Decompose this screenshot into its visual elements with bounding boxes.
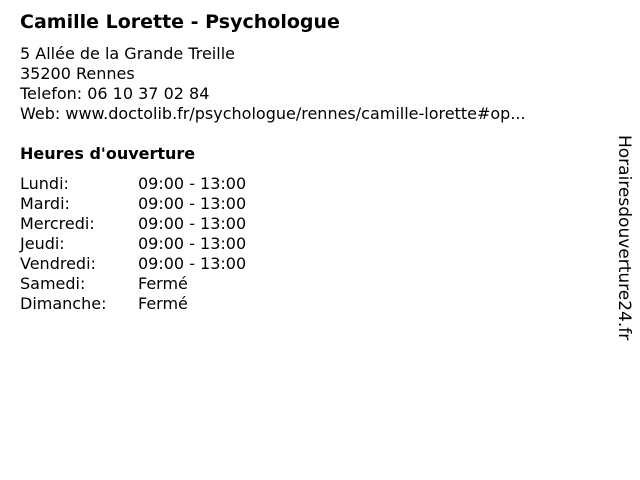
day-label: Lundi: [20,174,69,193]
time-value: 09:00 - 13:00 [138,194,247,213]
hours-row-sunday [20,294,246,314]
contact-block [20,44,526,124]
street-address: 5 Allée de la Grande Treille [20,44,235,63]
opening-hours-table [20,174,246,314]
hours-row-saturday [20,274,246,294]
day-label: Mercredi: [20,214,95,233]
hours-row-thursday [20,234,246,254]
time-value: 09:00 - 13:00 [138,214,247,233]
time-value: Fermé [138,294,188,313]
day-label: Dimanche: [20,294,107,313]
site-watermark: Horairesdouverture24.fr [614,135,634,341]
day-label: Jeudi: [20,234,65,253]
time-value: 09:00 - 13:00 [138,174,247,193]
day-label: Vendredi: [20,254,96,273]
day-label: Mardi: [20,194,70,213]
time-value: Fermé [138,274,188,293]
hours-row-monday [20,174,246,194]
city-postcode: 35200 Rennes [20,64,135,83]
phone-number: Telefon: 06 10 37 02 84 [20,84,210,103]
time-value: 09:00 - 13:00 [138,254,247,273]
business-title: Camille Lorette - Psychologue [20,11,340,33]
hours-row-wednesday [20,214,246,234]
website-link[interactable]: Web: www.doctolib.fr/psychologue/rennes/camille-lorette#op... [20,104,526,123]
opening-hours-heading: Heures d'ouverture [20,144,196,163]
hours-row-friday [20,254,246,274]
time-value: 09:00 - 13:00 [138,234,247,253]
hours-row-tuesday [20,194,246,214]
day-label: Samedi: [20,274,86,293]
